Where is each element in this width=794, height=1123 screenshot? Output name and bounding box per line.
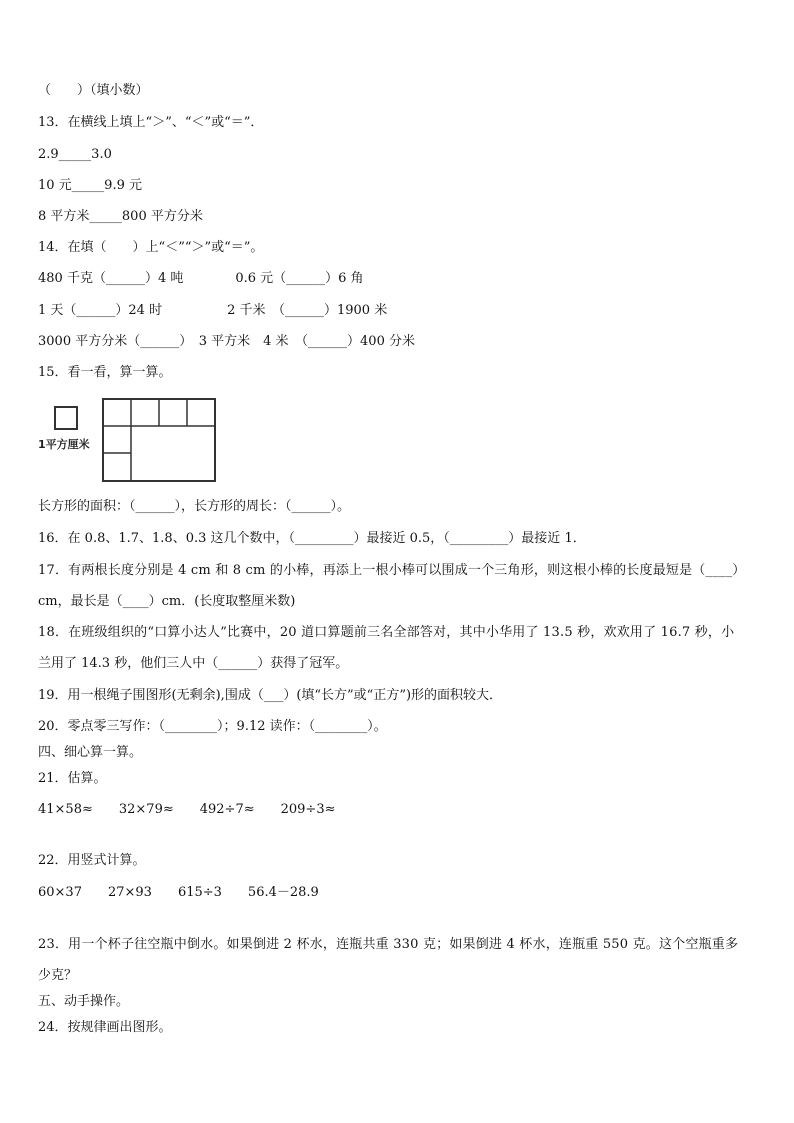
section-4-heading: 四、细心算一算。 [38,745,143,760]
q18-line-1: 18．在班级组织的“口算小达人”比赛中，20 道口算题前三名全部答对，其中小华用了 13.5 秒，欢欢用了 16.7 秒，小 [38,625,735,640]
q12-tail: （ ）（填小数） [38,83,149,98]
q14-row-1: 480 千克（______）4 吨 0.6 元（______）6 角 [38,271,364,286]
section-5-heading: 五、动手操作。 [38,994,130,1009]
q13-title: 13．在横线上填上“＞”、“＜”或“＝”． [38,115,264,130]
unit-square-icon [54,406,78,430]
q22-items: 60×37 27×93 615÷3 56.4－28.9 [38,885,319,900]
q13-item-2: 10 元_____9.9 元 [38,178,142,193]
q14-row-3: 3000 平方分米（______） 3 平方米 4 米 （______）400 分米 [38,334,415,349]
q18-line-2: 兰用了 14.3 秒，他们三人中（______）获得了冠军。 [38,656,349,671]
q15-title: 15．看一看，算一算。 [38,365,172,380]
q20: 20．零点零三写作：（________）；9.12 读作：（________）。 [38,719,387,734]
q22-title: 22．用竖式计算。 [38,853,146,868]
q15-answer: 长方形的面积：（______），长方形的周长：（______）。 [38,499,351,514]
q19: 19．用一根绳子围图形(无剩余),围成（___）(填“长方”或“正方”)形的面积较大． [38,688,503,703]
area-figure [38,398,218,486]
q13-item-1: 2.9_____3.0 [38,147,112,162]
q24-title: 24．按规律画出图形。 [38,1020,172,1035]
unit-label: 1平方厘米 [38,438,90,451]
q21-items: 41×58≈ 32×79≈ 492÷7≈ 209÷3≈ [38,802,336,817]
q17-line-2: cm，最长是（____）cm．(长度取整厘米数) [38,594,296,609]
rectangle-diagram [102,398,216,482]
q23-line-1: 23．用一个杯子往空瓶中倒水。如果倒进 2 杯水，连瓶共重 330 克；如果倒进 4 杯水，连瓶重 550 克。这个空瓶重多 [38,937,739,952]
q21-title: 21．估算。 [38,771,107,786]
q16: 16．在 0.8、1.7、1.8、0.3 这几个数中，（_________）最接近 0.5，（_________）最接近 1． [38,531,586,546]
q14-row-2: 1 天（______）24 时 2 千米 （______）1900 米 [38,303,388,318]
q23-line-2: 少克？ [38,968,78,983]
q14-title: 14．在填（ ）上“＜”“＞”或“＝”。 [38,240,264,255]
q17-line-1: 17．有两根长度分别是 4 cm 和 8 cm 的小棒，再添上一根小棒可以围成一个三角形，则这根小棒的长度最短是（____） [38,563,746,578]
q13-item-3: 8 平方米_____800 平方分米 [38,209,203,224]
